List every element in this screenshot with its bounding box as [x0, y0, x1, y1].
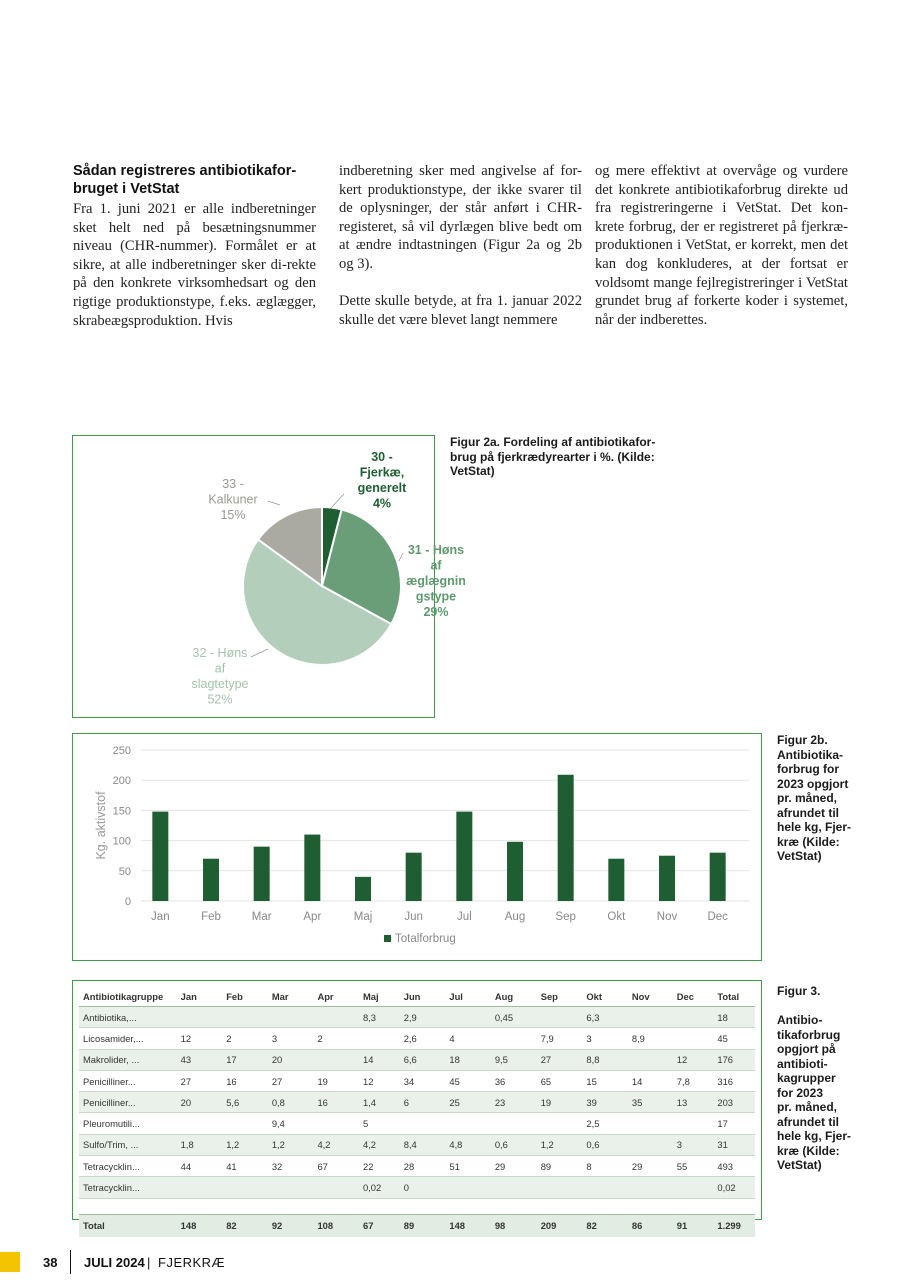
table-cell — [537, 1007, 583, 1028]
table-cell: 22 — [359, 1156, 400, 1177]
table-row — [79, 1134, 755, 1155]
table-cell: 4,2 — [359, 1134, 400, 1155]
table-cell: Licosamider,... — [79, 1028, 177, 1049]
footer-divider — [70, 1250, 71, 1274]
table-cell: 9,5 — [491, 1049, 537, 1070]
table-cell: 2 — [222, 1028, 268, 1049]
y-tick-label: 150 — [112, 805, 131, 818]
table-cell — [313, 1177, 359, 1198]
table-cell: 6,6 — [400, 1049, 446, 1070]
figure-2a-caption: Figur 2a. Fordeling af antibiotikafor- brug på fjerkrædyrearter i %. (Kilde: VetStat) — [450, 435, 656, 478]
table-cell: 2 — [313, 1028, 359, 1049]
pie-leader-line — [268, 501, 280, 505]
table-cell: 27 — [537, 1049, 583, 1070]
table-total-cell: 108 — [313, 1214, 359, 1237]
table-header-cell: Maj — [359, 987, 400, 1007]
table-cell — [445, 1177, 490, 1198]
pie-slice-label: 32 - Høns af slagtetype 52% — [191, 646, 249, 707]
table-cell: 12 — [177, 1028, 223, 1049]
legend-swatch — [384, 935, 391, 942]
table-cell: 8,3 — [359, 1007, 400, 1028]
table-total-cell: 86 — [628, 1214, 673, 1237]
table-row — [79, 1070, 755, 1091]
table-cell: 45 — [445, 1070, 490, 1091]
table-row — [79, 1049, 755, 1070]
table-cell: 13 — [673, 1092, 714, 1113]
y-tick-label: 100 — [112, 835, 131, 848]
table-cell: 67 — [313, 1156, 359, 1177]
bar — [203, 859, 219, 901]
table-header-cell: Antibiotikagruppe — [79, 987, 177, 1007]
figure-2b-caption: Figur 2b. Antibiotika- forbrug for 2023 opgjort pr. måned, afrundet til hele kg, Fjer- kræ (Kilde: VetStat) — [777, 733, 852, 863]
table-cell — [313, 1049, 359, 1070]
table-cell: 51 — [445, 1156, 490, 1177]
table-cell: 31 — [713, 1134, 755, 1155]
article-paragraph: og mere effektivt at overvåge og vurdere det konkrete antibiotikaforbrug direkte ud fra registreringerne i VetStat. Det kon-krete forbrug, der er registreret på fjerkræ-produktionen i VetStat, er korrekt, men det kan dog konkluderes, at der fortsat er voldsomt mange fejlregistreringer i VetStat grundet brug af forkerte koder i systemet, når der indberettes. — [595, 163, 848, 328]
table-cell — [313, 1113, 359, 1134]
pie-chart — [73, 436, 466, 716]
table-cell: 8 — [582, 1156, 627, 1177]
article-column-1 — [73, 162, 316, 330]
table-cell: 493 — [713, 1156, 755, 1177]
table-cell: 203 — [713, 1092, 755, 1113]
article-column-2 — [339, 162, 582, 329]
table-cell — [268, 1007, 314, 1028]
table-total-cell: 1.299 — [713, 1214, 755, 1237]
table-header-cell: Aug — [491, 987, 537, 1007]
bar — [406, 853, 422, 901]
table-cell: 29 — [628, 1156, 673, 1177]
table-cell: 5 — [359, 1113, 400, 1134]
x-tick-label: Jan — [151, 911, 170, 923]
table-cell — [222, 1007, 268, 1028]
table-cell — [400, 1113, 446, 1134]
table-row — [79, 1156, 755, 1177]
article-column-3 — [595, 162, 848, 329]
table-cell: 65 — [537, 1070, 583, 1091]
x-tick-label: Jun — [404, 911, 423, 923]
table-cell — [313, 1007, 359, 1028]
table-total-cell: 209 — [537, 1214, 583, 1237]
pie-slice-label: 33 -Kalkuner 15% — [208, 477, 258, 522]
table-cell: 4,8 — [445, 1134, 490, 1155]
table-cell: 8,8 — [582, 1049, 627, 1070]
pie-slice-label: 30 -Fjerkæ, generelt 4% — [357, 450, 407, 511]
figure-3-table — [72, 980, 762, 1232]
table-cell: 41 — [222, 1156, 268, 1177]
table-cell: 6,3 — [582, 1007, 627, 1028]
table-header-cell: Total — [713, 987, 755, 1007]
y-tick-label: 0 — [124, 896, 131, 908]
table-cell: 1,4 — [359, 1092, 400, 1113]
table-cell: 4,2 — [313, 1134, 359, 1155]
table-cell: 27 — [268, 1070, 314, 1091]
table-cell: 6 — [400, 1092, 446, 1113]
x-tick-label: Okt — [607, 911, 626, 923]
bar-chart — [73, 734, 760, 959]
table-cell — [268, 1177, 314, 1198]
table-cell: 39 — [582, 1092, 627, 1113]
table-header-cell: Sep — [537, 987, 583, 1007]
bar — [558, 775, 574, 901]
table-row — [79, 1177, 755, 1198]
table-cell: 18 — [445, 1049, 490, 1070]
issue-label: JULI 2024 — [84, 1255, 145, 1270]
article-paragraph: Dette skulle betyde, at fra 1. januar 2022 skulle det være blevet langt nemmere — [339, 293, 582, 328]
article-heading: Sådan registreres antibiotikafor- bruget i VetStat — [73, 163, 297, 197]
table-cell: 2,9 — [400, 1007, 446, 1028]
table-cell: Sulfo/Trim, ... — [79, 1134, 177, 1155]
table-cell: 1,2 — [268, 1134, 314, 1155]
table-cell: 32 — [268, 1156, 314, 1177]
table-cell: 34 — [400, 1070, 446, 1091]
table-cell: 44 — [177, 1156, 223, 1177]
y-tick-label: 200 — [112, 775, 131, 788]
table-cell — [177, 1007, 223, 1028]
table-cell: 0,6 — [491, 1134, 537, 1155]
table-cell: 0,45 — [491, 1007, 537, 1028]
table-total-cell: Total — [79, 1214, 177, 1237]
table-cell: 0,8 — [268, 1092, 314, 1113]
table-cell — [628, 1007, 673, 1028]
pie-slice-label: 31 - Høns af æglægnin gstype 29% — [406, 543, 466, 619]
article-paragraph: indberetning sker med angivelse af for-kert produktionstype, der ikke svarer til de oplysninger, der står anført i CHR-registeret, så vil dyrlægen blive bedt om at ændre indtastningen (Figur 2a og 2b og 3). — [339, 163, 582, 272]
table-cell: 18 — [713, 1007, 755, 1028]
x-tick-label: Jul — [456, 911, 472, 923]
table-spacer-row — [79, 1198, 755, 1214]
table-header-cell: Mar — [268, 987, 314, 1007]
y-tick-label: 50 — [118, 865, 131, 878]
table-cell: 12 — [673, 1049, 714, 1070]
table-cell: 17 — [222, 1049, 268, 1070]
table-cell: 36 — [491, 1070, 537, 1091]
table-cell: 19 — [537, 1092, 583, 1113]
table-cell: Pleuromutili... — [79, 1113, 177, 1134]
table-row — [79, 1092, 755, 1113]
table-cell: 25 — [445, 1092, 490, 1113]
bar — [355, 877, 371, 901]
table-cell: 0,02 — [713, 1177, 755, 1198]
table-cell: 19 — [313, 1070, 359, 1091]
x-tick-label: Sep — [555, 911, 576, 923]
table-cell — [222, 1177, 268, 1198]
x-tick-label: Apr — [303, 911, 322, 923]
table-cell: 35 — [628, 1092, 673, 1113]
table-total-row — [79, 1214, 755, 1237]
table-cell — [177, 1113, 223, 1134]
table-cell: 7,8 — [673, 1070, 714, 1091]
legend-label: Totalforbrug — [395, 933, 456, 945]
table-cell: 14 — [628, 1070, 673, 1091]
table-header-cell: Jul — [445, 987, 490, 1007]
table-cell: 5,6 — [222, 1092, 268, 1113]
table-header-cell: Jan — [177, 987, 223, 1007]
table-cell — [673, 1007, 714, 1028]
table-cell — [628, 1113, 673, 1134]
bar — [456, 812, 472, 901]
x-tick-label: Dec — [707, 911, 728, 923]
table-header-cell: Feb — [222, 987, 268, 1007]
table-cell — [491, 1028, 537, 1049]
accent-block — [0, 1252, 20, 1272]
table-cell: 176 — [713, 1049, 755, 1070]
table-total-cell: 82 — [222, 1214, 268, 1237]
table-cell: 14 — [359, 1049, 400, 1070]
bar — [152, 812, 168, 901]
table-cell — [628, 1049, 673, 1070]
table-total-cell: 98 — [491, 1214, 537, 1237]
table-total-cell: 91 — [673, 1214, 714, 1237]
table-cell: 28 — [400, 1156, 446, 1177]
table-cell — [673, 1028, 714, 1049]
table-cell: 20 — [268, 1049, 314, 1070]
page-footer — [0, 1252, 906, 1274]
figure-2a-pie — [72, 435, 466, 718]
y-axis-label: Kg. aktivstof — [94, 791, 108, 860]
table-cell — [491, 1177, 537, 1198]
table-cell — [491, 1113, 537, 1134]
table-row — [79, 1007, 755, 1028]
table-cell — [222, 1113, 268, 1134]
table-total-cell: 148 — [177, 1214, 223, 1237]
figure-2b-bar — [72, 733, 762, 961]
table-cell: 17 — [713, 1113, 755, 1134]
table-cell — [673, 1177, 714, 1198]
table-cell: 43 — [177, 1049, 223, 1070]
table-cell: 45 — [713, 1028, 755, 1049]
table-header-cell: Dec — [673, 987, 714, 1007]
table-total-cell: 92 — [268, 1214, 314, 1237]
section-label: FJERKRÆ — [158, 1255, 226, 1270]
table-cell: 8,9 — [628, 1028, 673, 1049]
table-cell: 4 — [445, 1028, 490, 1049]
table-cell: 0 — [400, 1177, 446, 1198]
table-cell: 8,4 — [400, 1134, 446, 1155]
table-cell — [537, 1113, 583, 1134]
table-cell: 0,6 — [582, 1134, 627, 1155]
table-cell: 2,6 — [400, 1028, 446, 1049]
table-cell — [673, 1113, 714, 1134]
x-tick-label: Nov — [656, 911, 678, 923]
table-cell: Antibiotika,... — [79, 1007, 177, 1028]
table-cell: 20 — [177, 1092, 223, 1113]
x-tick-label: Aug — [504, 911, 526, 923]
table-cell — [582, 1177, 627, 1198]
table-cell — [445, 1113, 490, 1134]
table-total-cell: 148 — [445, 1214, 490, 1237]
x-tick-label: Maj — [353, 911, 373, 923]
table-cell: 1,8 — [177, 1134, 223, 1155]
footer-sep: | — [147, 1255, 151, 1270]
y-tick-label: 250 — [112, 745, 131, 757]
table-cell — [359, 1028, 400, 1049]
table-cell: 0,02 — [359, 1177, 400, 1198]
bar — [608, 859, 624, 901]
table-cell: 1,2 — [222, 1134, 268, 1155]
table-cell — [537, 1177, 583, 1198]
table-total-cell: 89 — [400, 1214, 446, 1237]
bar — [304, 835, 320, 901]
table-cell: Makrolider, ... — [79, 1049, 177, 1070]
table-cell: 7,9 — [537, 1028, 583, 1049]
x-tick-label: Mar — [251, 911, 272, 923]
table-row — [79, 1113, 755, 1134]
table-cell: 9,4 — [268, 1113, 314, 1134]
table-header-cell: Nov — [628, 987, 673, 1007]
table-cell: 2,5 — [582, 1113, 627, 1134]
page-number: 38 — [43, 1255, 58, 1270]
table-total-cell: 67 — [359, 1214, 400, 1237]
table-cell: 15 — [582, 1070, 627, 1091]
table-cell: 89 — [537, 1156, 583, 1177]
table-cell: Penicilliner... — [79, 1070, 177, 1091]
table-cell: 16 — [313, 1092, 359, 1113]
table-cell: 3 — [582, 1028, 627, 1049]
table-cell — [445, 1007, 490, 1028]
table-header-cell: Okt — [582, 987, 627, 1007]
table-header-cell: Apr — [313, 987, 359, 1007]
table-cell — [177, 1177, 223, 1198]
bar — [507, 842, 523, 901]
table-total-cell: 82 — [582, 1214, 627, 1237]
table-cell: 16 — [222, 1070, 268, 1091]
x-tick-label: Feb — [201, 911, 221, 923]
bar — [659, 856, 675, 901]
table-cell: 316 — [713, 1070, 755, 1091]
table-cell: 3 — [673, 1134, 714, 1155]
table-cell — [628, 1134, 673, 1155]
pie-leader-line — [330, 494, 344, 509]
pie-leader-line — [399, 553, 403, 561]
bar — [710, 853, 726, 901]
table-cell — [628, 1177, 673, 1198]
table-cell: 27 — [177, 1070, 223, 1091]
table-cell: Tetracycklin... — [79, 1177, 177, 1198]
table-cell: 3 — [268, 1028, 314, 1049]
table-cell: 29 — [491, 1156, 537, 1177]
table-cell: Tetracycklin... — [79, 1156, 177, 1177]
table-row — [79, 1028, 755, 1049]
table-cell: Penicilliner... — [79, 1092, 177, 1113]
article-paragraph: Fra 1. juni 2021 er alle indberetninger sket helt ned på besætningsnummer niveau (CHR-nummer). Formålet er at sikre, at alle indberetninger sker di-rekte på den konkrete virksomhedsart og den rigtige produktionstype, f.eks. æglægger, skrabeægsproduktion. Hvis — [73, 201, 316, 329]
table-header-cell: Jun — [400, 987, 446, 1007]
bar — [254, 847, 270, 901]
figure-3-caption: Figur 3. Antibio- tikaforbrug opgjort på antibioti- kagrupper for 2023 pr. måned, afrundet til hele kg, Fjer- kræ (Kilde: VetStat) — [777, 984, 852, 1172]
table-cell: 55 — [673, 1156, 714, 1177]
pie-leader-line — [251, 649, 268, 657]
table-cell: 12 — [359, 1070, 400, 1091]
table-cell: 1,2 — [537, 1134, 583, 1155]
table-cell: 23 — [491, 1092, 537, 1113]
table-header-row — [79, 987, 755, 1007]
antibiotic-table — [79, 987, 755, 1237]
